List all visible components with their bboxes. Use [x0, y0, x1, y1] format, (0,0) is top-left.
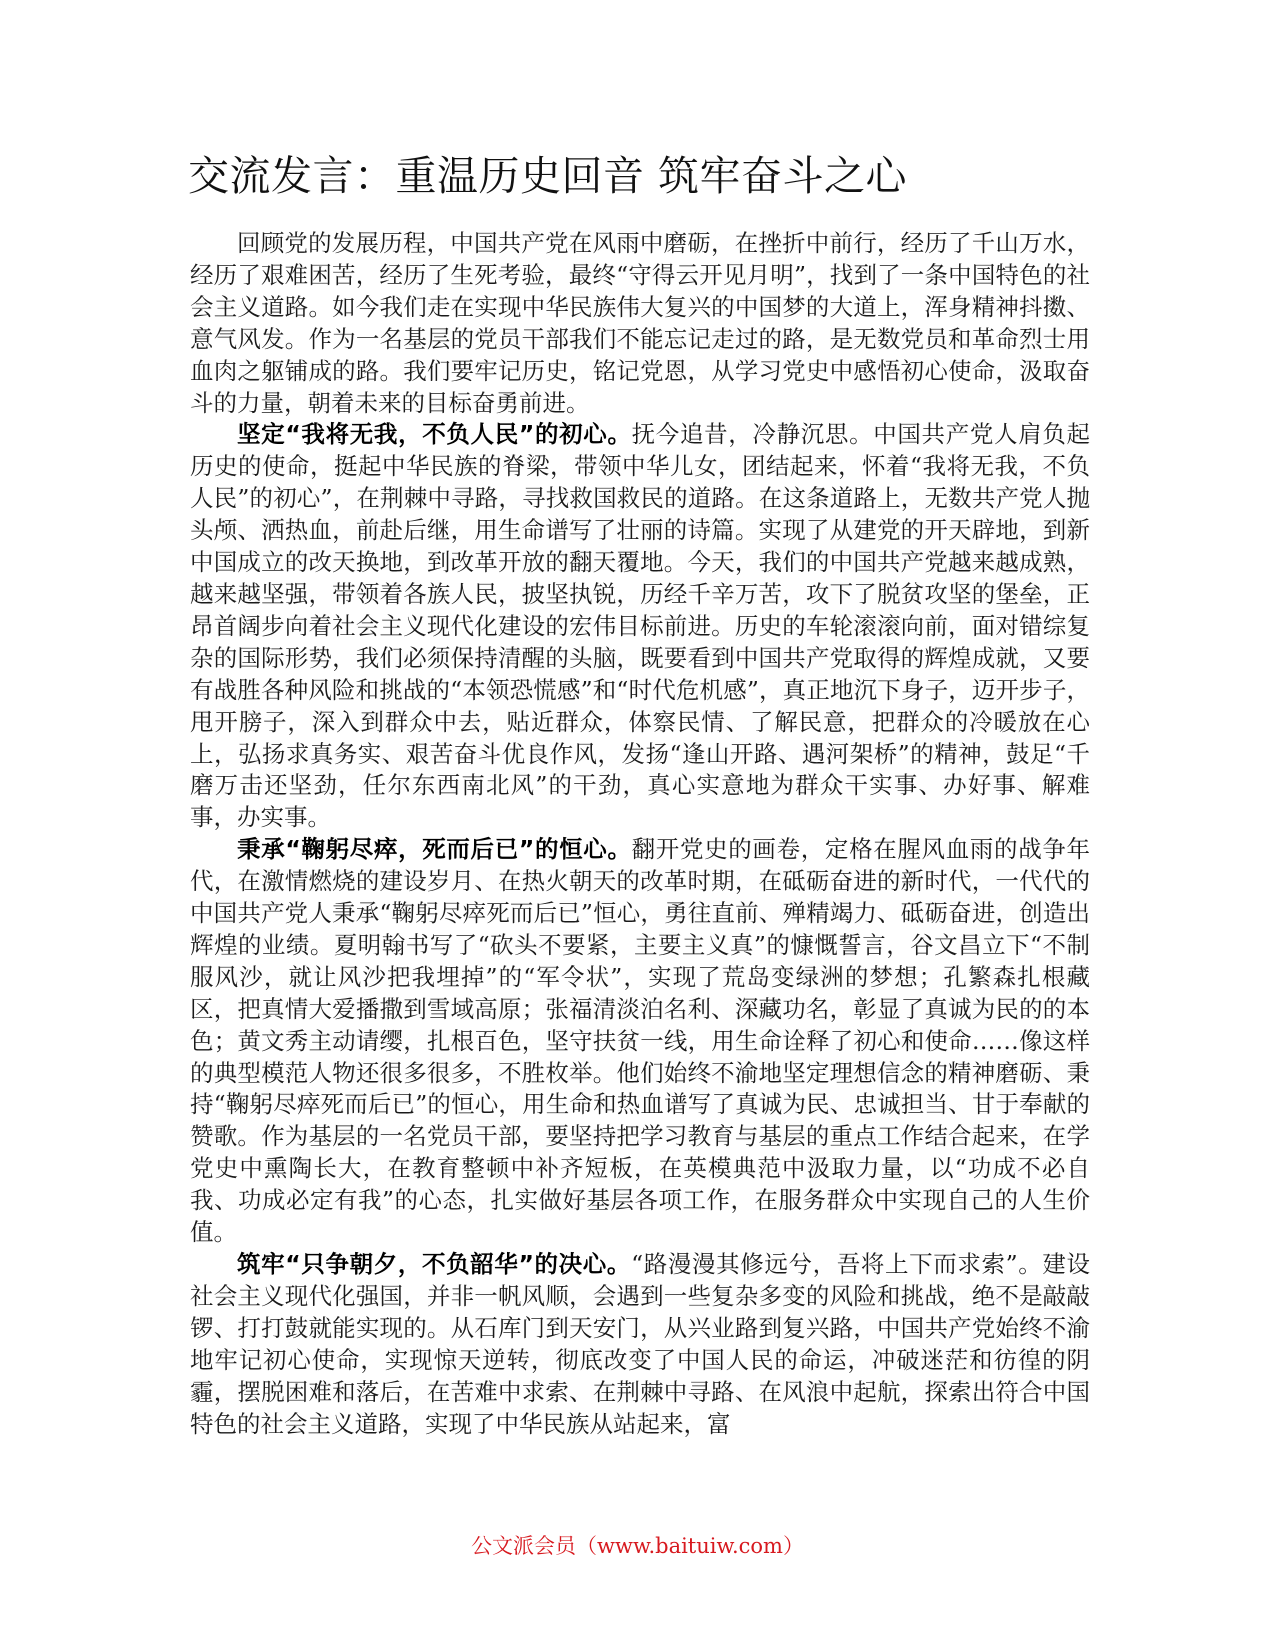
footer-watermark: 公文派会员（www.baituiw.com）: [471, 1534, 804, 1558]
section-text: 翻开党史的画卷，定格在腥风血雨的战争年代，在激情燃烧的建设岁月、在热火朝天的改革时期，在砥砺奋进的新时代，一代代的中国共产党人秉承“鞠躬尽瘁死而后已”恒心，勇往直前、殚精竭力、砥砺奋进，创造出辉煌的业绩。夏明翰书写了“砍头不要紧，主要主义真”的慷慨誓言，谷文昌立下“不制服风沙，就让风沙把我埋掉”的“军令状”，实现了荒岛变绿洲的梦想；孔繁森扎根藏区，把真情大爱播撒到雪域高原；张福清淡泊名利、深藏功名，彰显了真诚为民的的本色；黄文秀主动请缨，扎根百色，坚守扶贫一线，用生命诠释了初心和使命……像这样的典型模范人物还很多很多，不胜枚举。他们始终不渝地坚定理想信念的精神磨砺、秉持“鞠躬尽瘁死而后已”的恒心，用生命和热血谱写了真诚为民、忠诚担当、甘于奉献的赞歌。作为基层的一名党员干部，要坚持把学习教育与基层的重点工作结合起来，在学党史中熏陶长大，在教育整顿中补齐短板，在英模典范中汲取力量，以“功成不必自我、功成必定有我”的心态，扎实做好基层各项工作，在服务群众中实现自己的人生价值。: [190, 835, 1091, 1247]
section-paragraph: [190, 1249, 1090, 1440]
intro-paragraph: 回顾党的发展历程，中国共产党在风雨中磨砺，在挫折中前行，经历了千山万水，经历了艰难困苦，经历了生死考验，最终“守得云开见月明”，找到了一条中国特色的社会主义道路。如今我们走在实现中华民族伟大复兴的中国梦的大道上，浑身精神抖擞、意气风发。作为一名基层的党员干部我们不能忘记走过的路，是无数党员和革命烈士用血肉之躯铺成的路。我们要牢记历史，铭记党恩，从学习党史中感悟初心使命，汲取奋斗的力量，朝着未来的目标奋勇前进。: [190, 229, 1090, 417]
section-paragraph: [190, 419, 1090, 834]
section-lead: 秉承“鞠躬尽瘁，死而后已”的恒心。: [237, 835, 632, 864]
document-title: 交流发言：重温历史回音 筑牢奋斗之心: [188, 152, 908, 200]
section-lead: 坚定“我将无我，不负人民”的初心。: [237, 420, 632, 449]
section-text: “路漫漫其修远兮，吾将上下而求索”。建设社会主义现代化强国，并非一帆风顺，会遇到一些复杂多变的风险和挑战，绝不是敲敲锣、打打鼓就能实现的。从石库门到天安门，从兴业路到复兴路，中国共产党始终不渝地牢记初心使命，实现惊天逆转，彻底改变了中国人民的命运，冲破迷茫和彷徨的阴霾，摆脱困难和落后，在苦难中求索、在荆棘中寻路、在风浪中起航，探索出符合中国特色的社会主义道路，实现了中华民族从站起来，富: [190, 1250, 1091, 1438]
section-paragraph: [190, 834, 1090, 1249]
section-lead: 筑牢“只争朝夕，不负韶华”的决心。: [237, 1250, 632, 1278]
section-text: 抚今追昔，冷静沉思。中国共产党人肩负起历史的使命，挺起中华民族的脊梁，带领中华儿女，团结起来，怀着“我将无我，不负人民”的初心”，在荆棘中寻路，寻找救国救民的道路。在这条道路上，无数共产党人抛头颅、洒热血，前赴后继，用生命谱写了壮丽的诗篇。实现了从建党的开天辟地，到新中国成立的改天换地，到改革开放的翻天覆地。今天，我们的中国共产党越来越成熟，越来越坚强，带领着各族人民，披坚执锐，历经千辛万苦，攻下了脱贫攻坚的堡垒，正昂首阔步向着社会主义现代化建设的宏伟目标前进。历史的车轮滚滚向前，面对错综复杂的国际形势，我们必须保持清醒的头脑，既要看到中国共产党取得的辉煌成就，又要有战胜各种风险和挑战的“本领恐慌感”和“时代危机感”，真正地沉下身子，迈开步子，甩开膀子，深入到群众中去，贴近群众，体察民情、了解民意，把群众的冷暖放在心上，弘扬求真务实、艰苦奋斗优良作风，发扬“逢山开路、遇河架桥”的精神，鼓足“千磨万击还坚劲，任尔东西南北风”的干劲，真心实意地为群众干实事、办好事、解难事，办实事。: [190, 420, 1091, 832]
document-body: [190, 228, 1090, 1440]
